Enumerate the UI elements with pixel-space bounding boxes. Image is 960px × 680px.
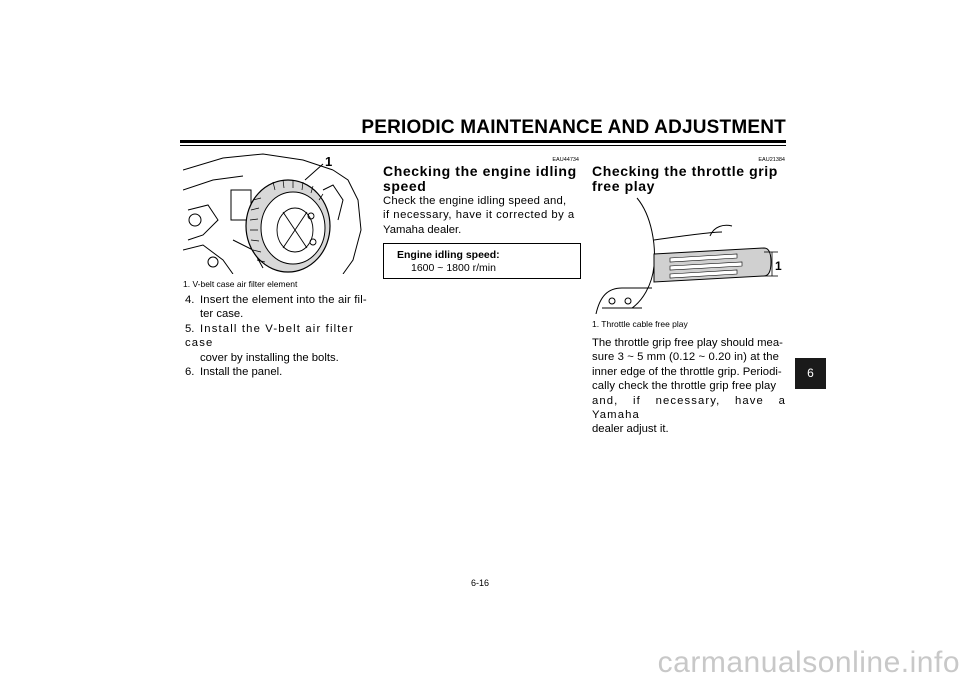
header-rule-thin <box>180 145 786 146</box>
air-filter-illustration <box>183 150 365 274</box>
watermark: carmanualsonline.info <box>657 646 960 679</box>
spec-box <box>383 243 581 279</box>
figure-callout-1: 1 <box>775 259 782 273</box>
page-number: 6-16 <box>470 578 489 588</box>
header-rule <box>180 140 786 143</box>
step-item: 5. Install the V-belt air filter case cover by installing the bolts. <box>185 322 354 364</box>
section-title-idling-speed: Checking the engine idling speed <box>383 163 577 194</box>
idling-body-text: Check the engine idling speed and, if necessary, have it corrected by a Yamaha dealer. <box>383 195 575 236</box>
step-item: 6. Install the panel. <box>185 366 283 379</box>
step-list <box>185 293 377 379</box>
section-code: EAU21384 <box>758 157 785 163</box>
figure-callout-1: 1 <box>325 154 333 169</box>
step-item: 4. Insert the element into the air fil- ter case. <box>185 294 367 321</box>
section-title-throttle: Checking the throttle grip free play <box>592 163 778 194</box>
throttle-grip-illustration <box>592 196 786 314</box>
figure-caption: 1. Throttle cable free play <box>592 319 688 329</box>
chapter-tab: 6 <box>795 358 826 389</box>
section-code: EAU44734 <box>552 157 579 163</box>
figure-caption: 1. V-belt case air filter element <box>183 279 298 289</box>
spec-label: Engine idling speed: <box>397 249 500 261</box>
page-header-title: PERIODIC MAINTENANCE AND ADJUSTMENT <box>361 117 786 138</box>
spec-value: 1600 ~ 1800 r/min <box>411 262 496 274</box>
throttle-body-text: The throttle grip free play should mea- sure 3 ~ 5 mm (0.12 ~ 0.20 in) at the inner edge of the throttle grip. Periodi- cally check the throttle grip free play and, if necessary, have a Yamaha dealer adjust it. <box>592 337 786 436</box>
